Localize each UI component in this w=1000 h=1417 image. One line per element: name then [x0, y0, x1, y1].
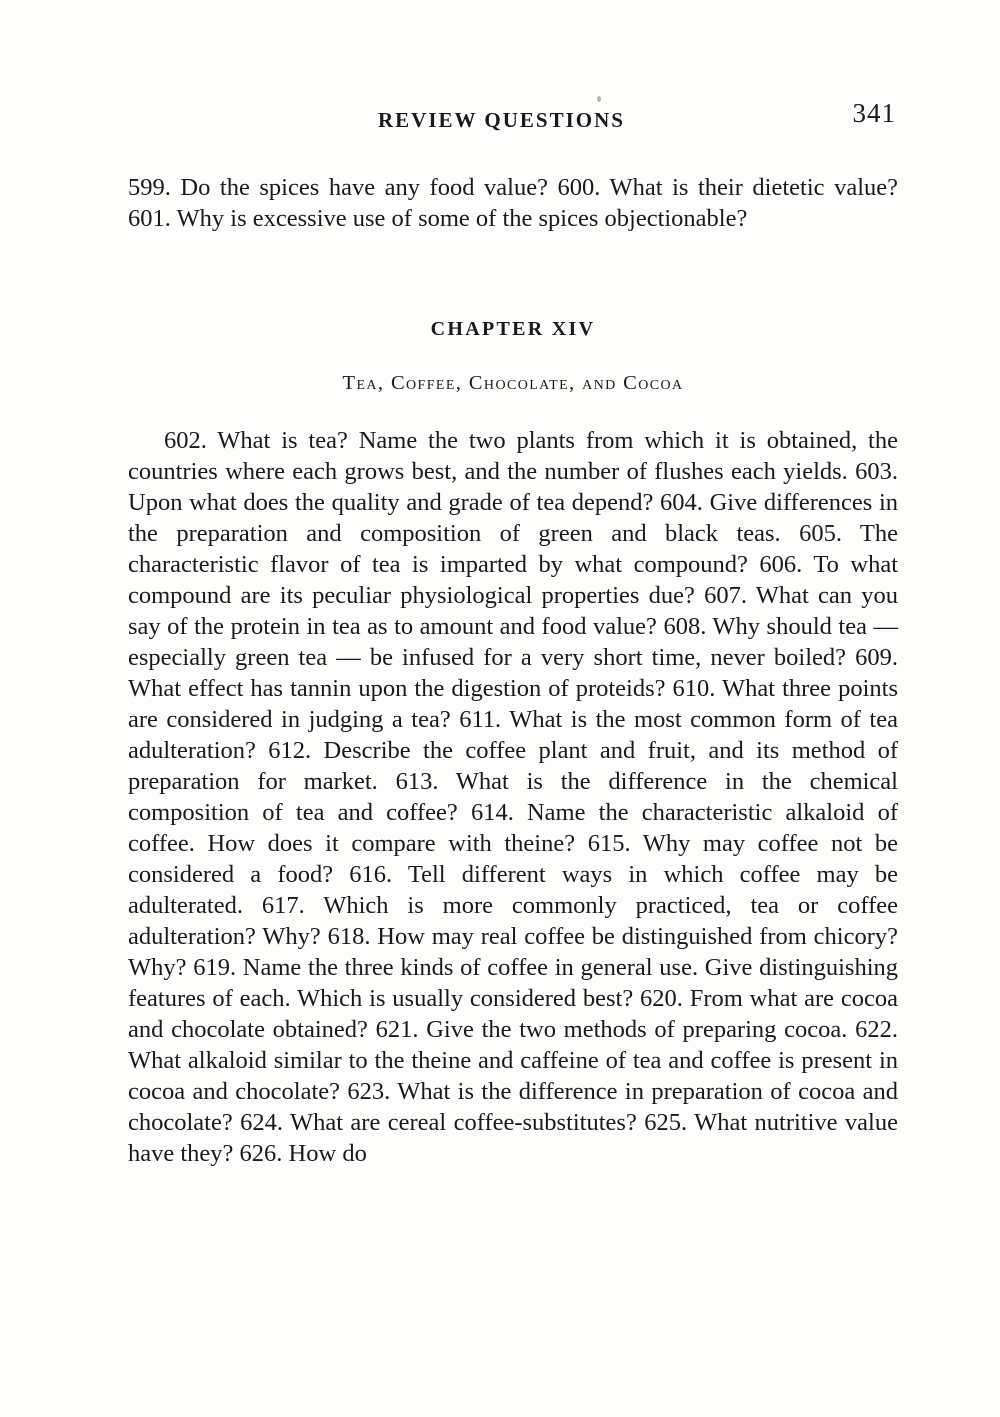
running-title: REVIEW QUESTIONS — [378, 108, 625, 132]
page-number: 341 — [852, 98, 896, 128]
page-header — [128, 98, 896, 133]
chapter-heading: CHAPTER XIV — [430, 318, 596, 340]
paragraph-chapter-questions: 602. What is tea? Name the two plants from which it is obtained, the countries where each grows best, and the number of flushes each yields. 603. Upon what does the quality and grade of tea depend? 604. Give differences in the preparation and composition of green and black teas. 605. The characteristic flavor of tea is imparted by what compound? 606. To what compound are its peculiar physiological properties due? 607. What can you say of the protein in tea as to amount and food value? 608. Why should tea — especially green tea — be infused for a very short time, never boiled? 609. What effect has tannin upon the digestion of proteids? 610. What three points are considered in judging a tea? 611. What is the most common form of tea adulteration? 612. Describe the coffee plant and fruit, and its method of preparation for market. 613. What is the difference in the chemical composition of tea and coffee? 614. Name the characteristic alkaloid of coffee. How does it compare with theine? 615. Why may coffee not be considered a food? 616. Tell different ways in which coffee may be adulterated. 617. Which is more commonly practiced, tea or coffee adulteration? Why? 618. How may real coffee be distinguished from chicory? Why? 619. Name the three kinds of coffee in general use. Give distinguishing features of each. Which is usually considered best? 620. From what are cocoa and chocolate obtained? 621. Give the two methods of preparing cocoa. 622. What alkaloid similar to the theine and caffeine of tea and coffee is present in cocoa and chocolate? 623. What is the difference in preparation of cocoa and chocolate? 624. What are cereal coffee-substitutes? 625. What nutritive value have they? 626. How do — [128, 427, 898, 1167]
page-speck — [597, 96, 601, 102]
paragraph-previous-chapter-questions: 599. Do the spices have any food value? 600. What is their dietetic value? 601. Why is excessive use of some of the spices objectionable? — [128, 174, 898, 232]
chapter-subtitle: Tea, Coffee, Chocolate, and Cocoa — [342, 372, 684, 394]
